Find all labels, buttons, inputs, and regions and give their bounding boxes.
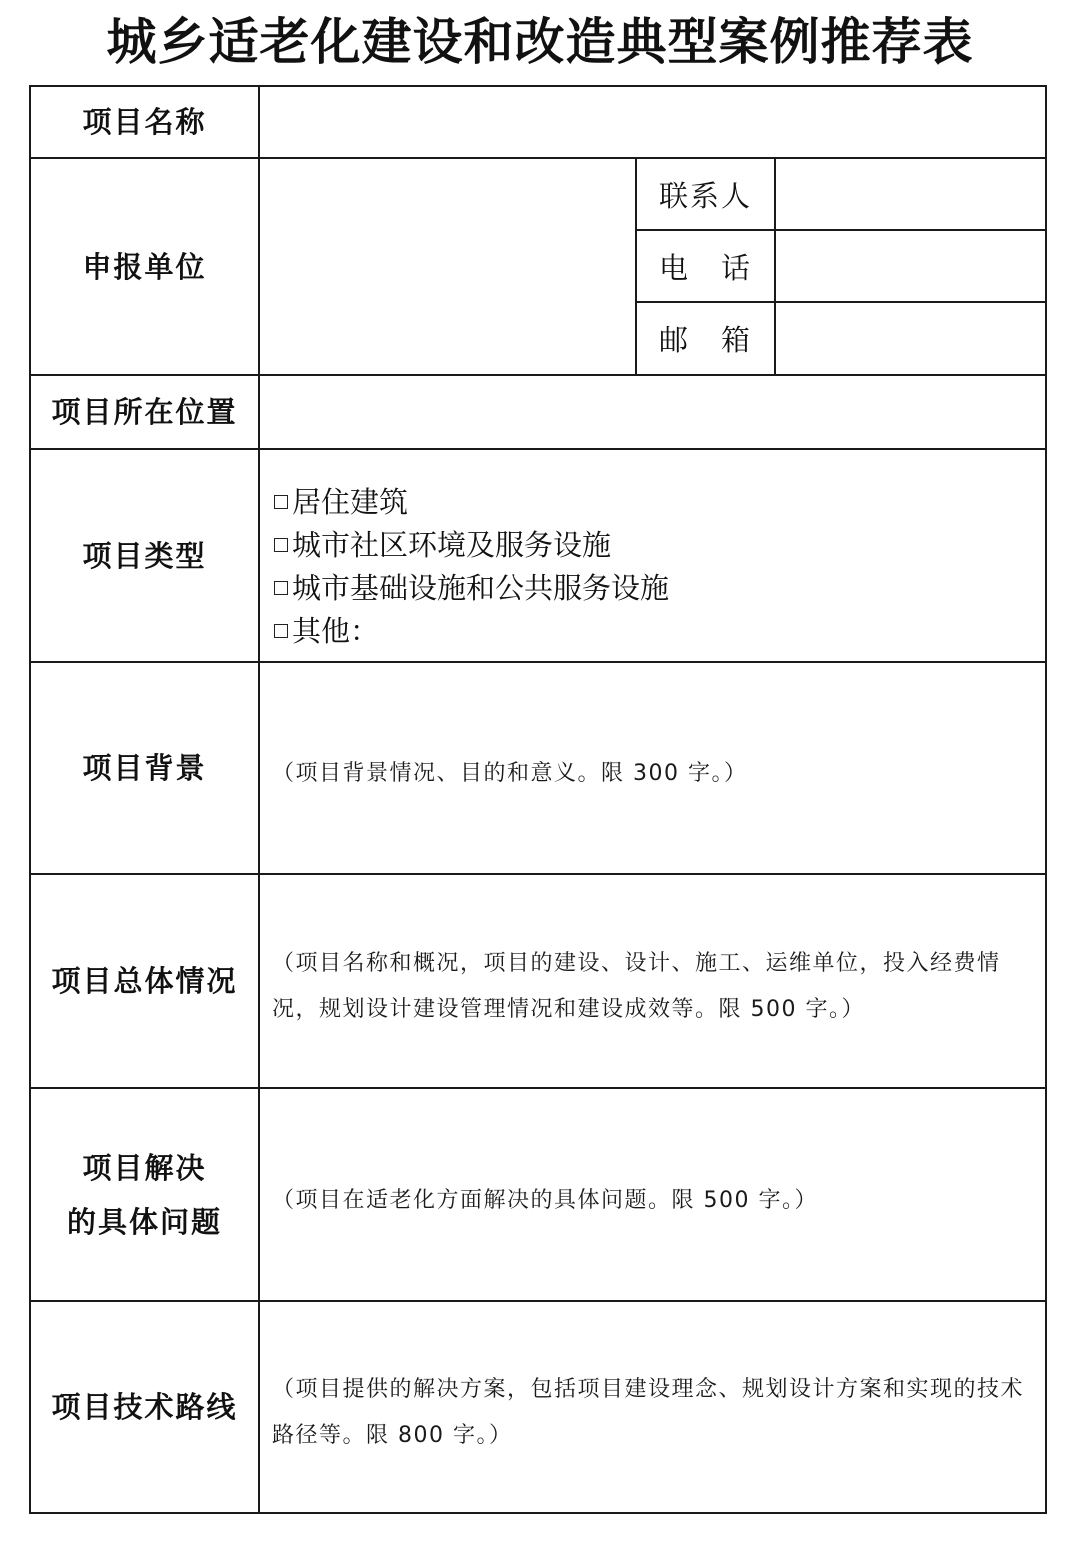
type-option-label: 居住建筑: [292, 484, 409, 519]
problems-label-line1: 项目解决: [82, 1150, 207, 1185]
type-option[interactable]: [274, 524, 1045, 567]
overview-field[interactable]: （项目名称和概况，项目的建设、设计、施工、运维单位，投入经费情况，规划设计建设管理情况和建设成效等。限 500 字。）: [259, 874, 1046, 1088]
type-option[interactable]: [274, 567, 1045, 610]
tech-route-label: 项目技术路线: [30, 1301, 259, 1513]
applicant-field[interactable]: [259, 158, 636, 375]
background-field[interactable]: （项目背景情况、目的和意义。限 300 字。）: [259, 662, 1046, 874]
checkbox-icon[interactable]: [274, 495, 288, 509]
row-overview: [30, 874, 1046, 1088]
row-project-name: [30, 86, 1046, 158]
phone-field[interactable]: [775, 230, 1046, 302]
applicant-label: 申报单位: [30, 158, 259, 375]
overview-label: 项目总体情况: [30, 874, 259, 1088]
background-label: 项目背景: [30, 662, 259, 874]
email-label: 邮 箱: [636, 302, 775, 375]
type-option[interactable]: [274, 610, 1045, 653]
email-field[interactable]: [775, 302, 1046, 375]
tech-route-field[interactable]: （项目提供的解决方案，包括项目建设理念、规划设计方案和实现的技术路径等。限 800 字。）: [259, 1301, 1046, 1513]
row-background: [30, 662, 1046, 874]
page-title: 城乡适老化建设和改造典型案例推荐表: [106, 12, 974, 71]
type-option[interactable]: [274, 481, 1045, 524]
recommendation-form-table: [29, 85, 1047, 1514]
type-option-label: 其他：: [292, 613, 380, 648]
problems-field[interactable]: （项目在适老化方面解决的具体问题。限 500 字。）: [259, 1088, 1046, 1301]
phone-label: 电 话: [636, 230, 775, 302]
contact-label: 联系人: [636, 158, 775, 230]
problems-label: [30, 1088, 259, 1301]
location-label: 项目所在位置: [30, 375, 259, 449]
project-type-label: 项目类型: [30, 449, 259, 662]
checkbox-icon[interactable]: [274, 538, 288, 552]
type-option-label: 城市基础设施和公共服务设施: [292, 570, 670, 605]
location-field[interactable]: [259, 375, 1046, 449]
project-name-label: 项目名称: [30, 86, 259, 158]
checkbox-icon[interactable]: [274, 624, 288, 638]
row-location: [30, 375, 1046, 449]
problems-label-line2: 的具体问题: [66, 1204, 222, 1239]
contact-field[interactable]: [775, 158, 1046, 230]
project-type-options: [259, 449, 1046, 662]
type-option-label: 城市社区环境及服务设施: [292, 527, 612, 562]
row-tech-route: [30, 1301, 1046, 1513]
row-applicant-contact: [30, 158, 1046, 230]
row-problems: [30, 1088, 1046, 1301]
project-name-field[interactable]: [259, 86, 1046, 158]
row-project-type: [30, 449, 1046, 662]
checkbox-icon[interactable]: [274, 581, 288, 595]
